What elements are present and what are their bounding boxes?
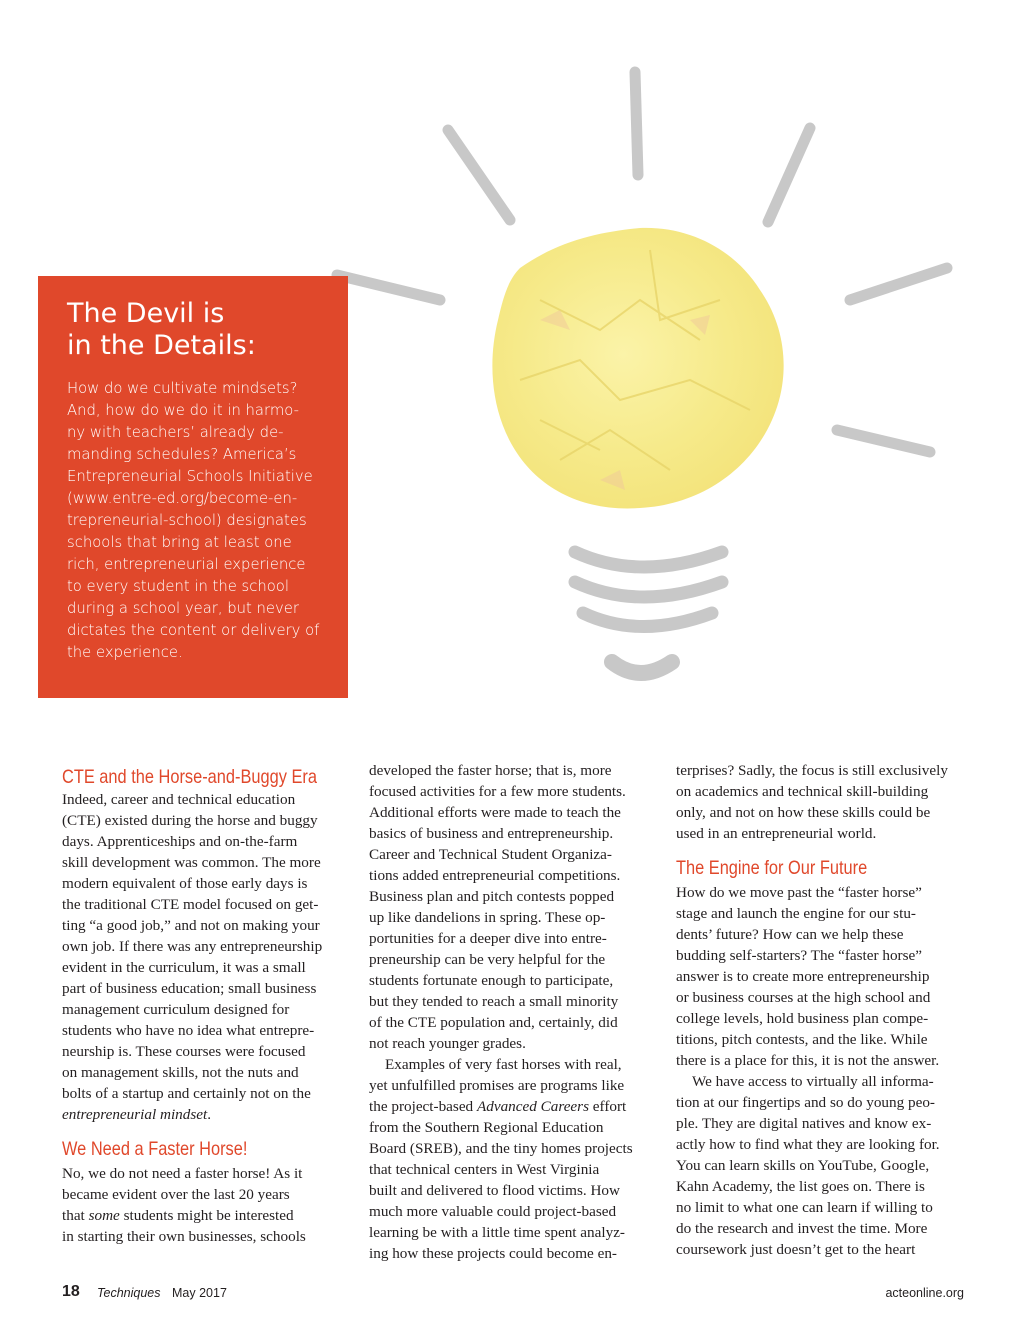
- article-column-3: [676, 760, 976, 1260]
- text-line: that technical centers in West Virginia: [369, 1161, 600, 1178]
- text-line: titions, pitch contests, and the like. While: [676, 1031, 928, 1048]
- text-line: [62, 1205, 362, 1226]
- text-line: preneurship can be very helpful for the: [369, 951, 606, 968]
- italic-phrase: Advanced Careers: [476, 1098, 589, 1115]
- text-line: ple. They are digital natives and know ex-: [676, 1115, 932, 1132]
- text-line: Additional efforts were made to teach the: [369, 804, 621, 821]
- text-line: [369, 1096, 669, 1117]
- text-line: own job. If there was any entrepreneurship: [62, 938, 323, 955]
- sidebar-line: Entrepreneurial Schools Initiative: [67, 468, 313, 485]
- sidebar-line: during a school year, but never: [67, 600, 299, 617]
- text-fragment: effort: [592, 1098, 627, 1115]
- text-line: stage and launch the engine for our stu-: [676, 905, 916, 922]
- text-line: from the Southern Regional Education: [369, 1119, 604, 1136]
- article-column-2: [369, 760, 669, 1264]
- text-line: do the research and invest the time. More: [676, 1220, 928, 1237]
- text-line: focused activities for a few more students.: [369, 783, 626, 800]
- paragraph: [676, 882, 976, 1071]
- text-line: How do we move past the “faster horse”: [676, 884, 922, 901]
- text-line: the traditional CTE model focused on get-: [62, 896, 319, 913]
- text-line: basics of business and entrepreneurship.: [369, 825, 614, 842]
- text-line: but they tended to reach a small minority: [369, 993, 619, 1010]
- text-line: answer is to create more entrepreneurship: [676, 968, 930, 985]
- text-line: developed the faster horse; that is, more: [369, 762, 612, 779]
- text-line: much more valuable could project-based: [369, 1203, 617, 1220]
- sidebar-line: schools that bring at least one: [67, 534, 292, 551]
- sidebar-line: ny with teachers’ already de-: [67, 424, 284, 441]
- paragraph: [676, 1071, 976, 1260]
- paragraph: [62, 1163, 362, 1247]
- section-heading-horse-and-buggy: CTE and the Horse-and-Buggy Era: [62, 766, 317, 788]
- text-line: in starting their own businesses, schools: [62, 1228, 306, 1245]
- text-line: no limit to what one can learn if willing to: [676, 1199, 933, 1216]
- website-url: acteonline.org: [885, 1286, 964, 1300]
- italic-phrase: entrepreneurial mindset: [62, 1106, 208, 1123]
- text-line: tion at our fingertips and so do young peo-: [676, 1094, 935, 1111]
- text-fragment: the project-based: [369, 1098, 474, 1115]
- text-line: bolts of a startup and certainly not on the: [62, 1085, 311, 1102]
- sidebar-box: [38, 276, 348, 698]
- article-column-1: [62, 760, 362, 1247]
- text-line: Business plan and pitch contests popped: [369, 888, 615, 905]
- paragraph: [676, 760, 976, 844]
- sidebar-title-line: in the Details:: [67, 330, 256, 361]
- text-line: evident in the curriculum, it was a small: [62, 959, 306, 976]
- text-line: of the CTE population and, certainly, did: [369, 1014, 618, 1031]
- text-line: ing how these projects could become en-: [369, 1245, 617, 1262]
- text-line: Board (SREB), and the tiny homes projects: [369, 1140, 633, 1157]
- sidebar-line: trepreneurial-school) designates: [67, 512, 307, 529]
- sidebar-line: to every student in the school: [67, 578, 289, 595]
- text-line: You can learn skills on YouTube, Google,: [676, 1157, 930, 1174]
- text-line: dents’ future? How can we help these: [676, 926, 904, 943]
- text-line: became evident over the last 20 years: [62, 1186, 290, 1203]
- text-line: Examples of very fast horses with real,: [385, 1056, 622, 1073]
- sidebar-line: rich, entrepreneurial experience: [67, 556, 306, 573]
- text-line: ting “a good job,” and not on making your: [62, 917, 320, 934]
- text-fragment: that: [62, 1207, 85, 1224]
- issue-date: May 2017: [172, 1286, 227, 1300]
- paragraph: [369, 1054, 669, 1264]
- text-line: Indeed, career and technical education: [62, 791, 296, 808]
- text-line: students fortunate enough to participate,: [369, 972, 614, 989]
- text-line: (CTE) existed during the horse and buggy: [62, 812, 318, 829]
- section-heading-engine-future: The Engine for Our Future: [676, 857, 868, 879]
- text-line: Career and Technical Student Organiza-: [369, 846, 612, 863]
- text-fragment: students might be interested: [123, 1207, 294, 1224]
- text-line: entrepreneurial mindset.: [62, 1106, 212, 1123]
- text-line: not reach younger grades.: [369, 1035, 526, 1052]
- text-line: modern equivalent of those early days is: [62, 875, 308, 892]
- text-line: days. Apprenticeships and on-the-farm: [62, 833, 298, 850]
- text-line: built and delivered to flood victims. How: [369, 1182, 620, 1199]
- crumpled-paper-bulb: [492, 228, 783, 509]
- text-line: budding self-starters? The “faster horse”: [676, 947, 922, 964]
- paragraph: [62, 789, 362, 1125]
- text-line: on management skills, not the nuts and: [62, 1064, 299, 1081]
- text-line: there is a place for this, it is not the answer.: [676, 1052, 940, 1069]
- text-line: students who have no idea what entrepre-: [62, 1022, 315, 1039]
- page-number: 18: [62, 1283, 80, 1300]
- bulb-base: [575, 552, 722, 673]
- sidebar-title: [67, 298, 328, 362]
- text-line: management curriculum designed for: [62, 1001, 290, 1018]
- text-line: or business courses at the high school and: [676, 989, 931, 1006]
- section-heading-faster-horse: We Need a Faster Horse!: [62, 1138, 248, 1160]
- text-line: college levels, hold business plan compe-: [676, 1010, 929, 1027]
- sidebar-line: the experience.: [67, 644, 183, 661]
- italic-word: some: [88, 1207, 120, 1224]
- page-footer: [62, 1283, 964, 1307]
- text-line: on academics and technical skill-building: [676, 783, 929, 800]
- text-line: neurship is. These courses were focused: [62, 1043, 306, 1060]
- text-line: yet unfulfilled promises are programs like: [369, 1077, 625, 1094]
- text-line: coursework just doesn’t get to the heart: [676, 1241, 916, 1258]
- sidebar-title-line: The Devil is: [67, 298, 225, 329]
- text-line: We have access to virtually all informa-: [692, 1073, 934, 1090]
- text-line: Kahn Academy, the list goes on. There is: [676, 1178, 925, 1195]
- sidebar-body: [67, 378, 328, 664]
- paragraph: [369, 760, 669, 1054]
- sidebar-line: dictates the content or delivery of: [67, 622, 320, 639]
- text-line: actly how to find what they are looking for.: [676, 1136, 940, 1153]
- magazine-name: Techniques: [97, 1286, 161, 1300]
- text-line: terprises? Sadly, the focus is still exclusively: [676, 762, 948, 779]
- text-line: only, and not on how these skills could be: [676, 804, 931, 821]
- text-line: used in an entrepreneurial world.: [676, 825, 877, 842]
- text-line: skill development was common. The more: [62, 854, 321, 871]
- text-line: learning be with a little time spent analyz-: [369, 1224, 625, 1241]
- sidebar-line: How do we cultivate mindsets?: [67, 380, 298, 397]
- text-line: No, we do not need a faster horse! As it: [62, 1165, 303, 1182]
- text-line: portunities for a deeper dive into entre-: [369, 930, 607, 947]
- text-line: up like dandelions in spring. These op-: [369, 909, 606, 926]
- text-line: tions added entrepreneurial competitions.: [369, 867, 621, 884]
- sidebar-line: (www.entre-ed.org/become-en-: [67, 490, 298, 507]
- text-line: part of business education; small business: [62, 980, 317, 997]
- sidebar-line: And, how do we do it in harmo-: [67, 402, 299, 419]
- sidebar-line: manding schedules? America’s: [67, 446, 297, 463]
